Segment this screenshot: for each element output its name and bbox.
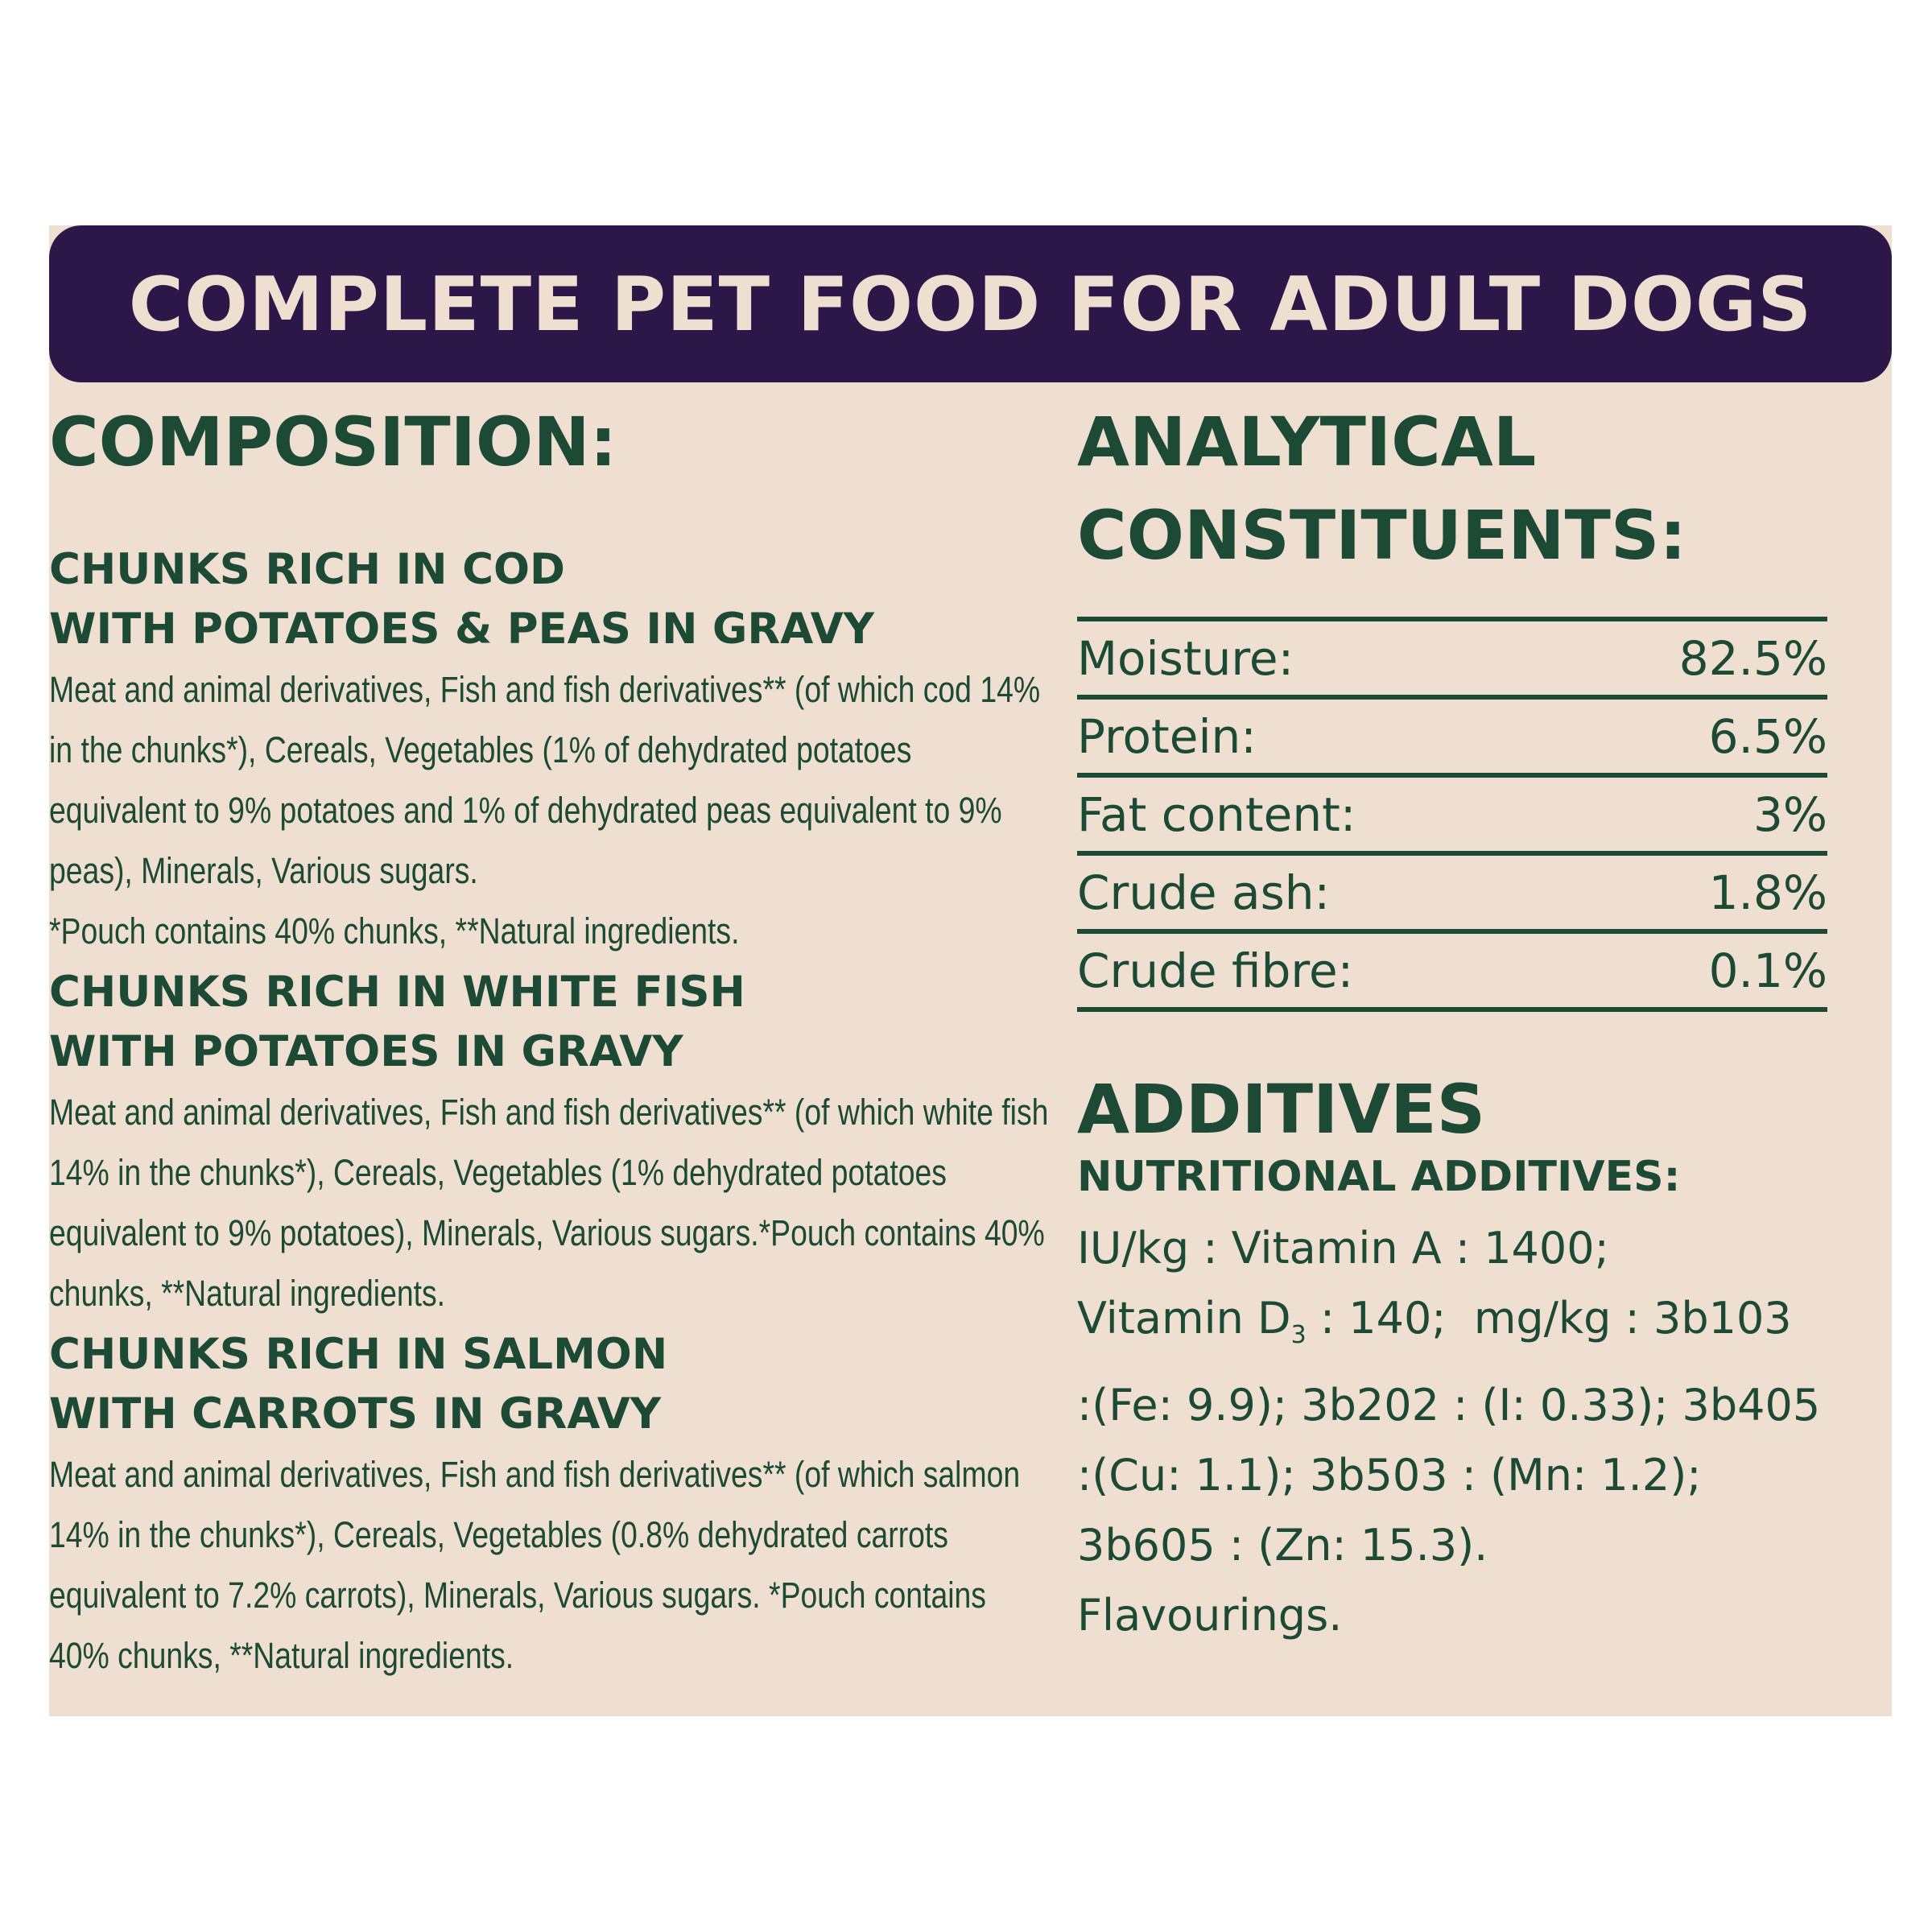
analytical-heading-line2: CONSTITUENTS: (1077, 496, 1686, 575)
nutritional-additives-heading: NUTRITIONAL ADDITIVES: (1077, 1153, 1681, 1201)
composition-section (49, 402, 1047, 1686)
additives-line: IU/kg : Vitamin A : 1400; (1077, 1223, 1609, 1274)
additives-line: Vitamin D (1077, 1293, 1291, 1344)
constituent-value: 0.1% (1708, 943, 1827, 998)
recipe-cod (49, 540, 1047, 961)
recipe-title-line1: CHUNKS RICH IN SALMON (49, 1330, 668, 1379)
additives-line: 3b605 : (Zn: 15.3). (1077, 1519, 1488, 1571)
additives-heading: ADDITIVES (1077, 1070, 1486, 1149)
constituent-value: 3% (1752, 786, 1827, 842)
composition-heading: COMPOSITION: (49, 402, 617, 481)
constituent-label: Moisture: (1077, 630, 1294, 686)
additives-line: :(Fe: 9.9); 3b202 : (I: 0.33); 3b405 (1077, 1379, 1821, 1430)
recipe-salmon (49, 1325, 1047, 1686)
recipe-title-line2: WITH CARROTS IN GRAVY (49, 1389, 662, 1439)
additives-line: : 140; mg/kg : 3b103 (1306, 1293, 1792, 1344)
recipe-title-line1: CHUNKS RICH IN COD (49, 545, 566, 594)
subscript: 3 (1290, 1320, 1307, 1349)
analytical-heading-line1: ANALYTICAL (1077, 402, 1537, 481)
recipe-note: *Pouch contains 40% chunks, **Natural ingredients. (49, 910, 740, 952)
table-row (1077, 700, 1827, 778)
recipe-ingredients: Meat and animal derivatives, Fish and fish derivatives** (of which salmon 14% in the chunks*), Cereals, Vegetables (0.8% dehydrated carrots equivalent to 7.2% carrots), Minerals, Various sugars. *Pouch contains 40% chunks, **Natural ingredients. (49, 1454, 1021, 1676)
recipe-ingredients: Meat and animal derivatives, Fish and fish derivatives** (of which white fish 14% in the chunks*), Cereals, Vegetables (1% dehydrated potatoes equivalent to 9% potatoes), Minerals, Various sugars.*Pouch contains 40% chunks, **Natural ingredients. (49, 1092, 1049, 1314)
additives-line: Flavourings. (1077, 1589, 1343, 1641)
table-row (1077, 934, 1827, 1012)
constituent-label: Crude fibre: (1077, 943, 1354, 998)
constituent-value: 6.5% (1708, 708, 1827, 764)
constituents-table (1077, 617, 1827, 1012)
recipe-white-fish (49, 963, 1047, 1323)
table-row (1077, 856, 1827, 934)
analytical-section (1077, 402, 1834, 1650)
table-row (1077, 778, 1827, 856)
constituent-label: Fat content: (1077, 786, 1356, 842)
additives-list (1077, 1213, 1834, 1650)
constituent-value: 1.8% (1708, 865, 1827, 920)
constituent-label: Crude ash: (1077, 865, 1331, 920)
recipe-title-line2: WITH POTATOES & PEAS IN GRAVY (49, 605, 875, 654)
additives-line: :(Cu: 1.1); 3b503 : (Mn: 1.2); (1077, 1449, 1702, 1501)
recipe-ingredients: Meat and animal derivatives, Fish and fish derivatives** (of which cod 14% in the chunks*), Cereals, Vegetables (1% of dehydrated potatoes equivalent to 9% potatoes and 1% of dehydrated peas equivalent to 9% peas), Minerals, Various sugars. (49, 669, 1041, 891)
title-banner (49, 225, 1892, 382)
recipe-title-line1: CHUNKS RICH IN WHITE FISH (49, 968, 745, 1017)
constituent-value: 82.5% (1678, 630, 1827, 686)
page-title: COMPLETE PET FOOD FOR ADULT DOGS (128, 260, 1813, 348)
recipe-title-line2: WITH POTATOES IN GRAVY (49, 1027, 683, 1076)
table-row (1077, 621, 1827, 700)
constituent-label: Protein: (1077, 708, 1257, 764)
